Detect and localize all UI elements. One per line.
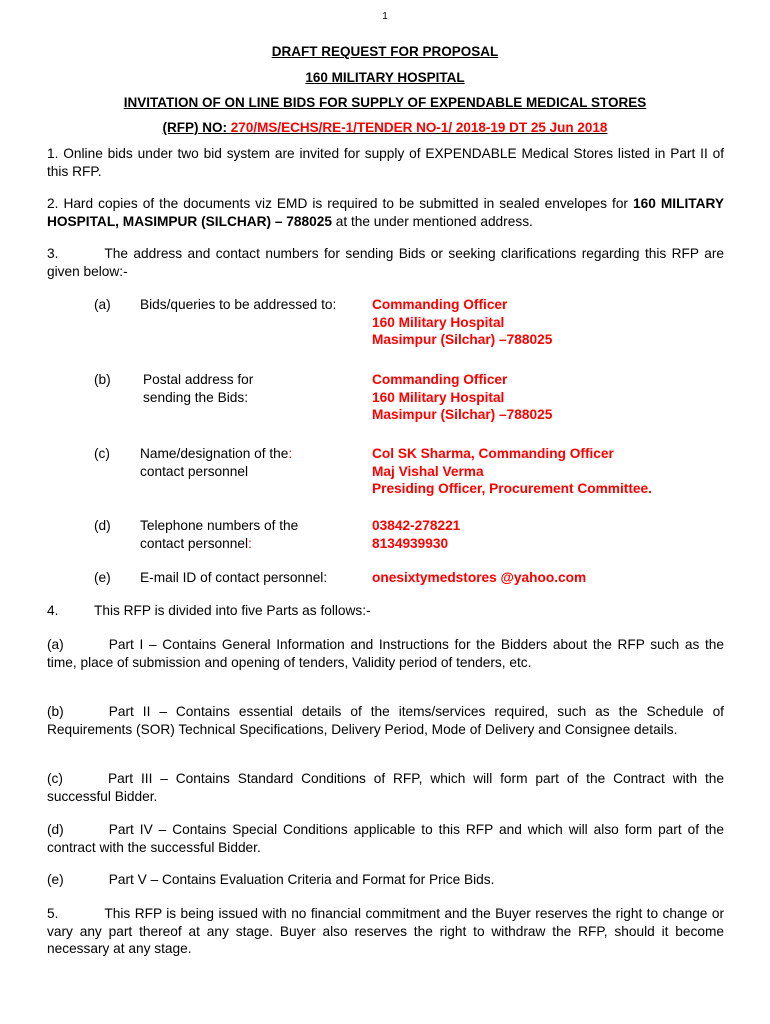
part-b-text: Part II – Contains essential details of the items/services required, such as the Schedule of Requirements (SOR) Technical Specifications, Delivery Period, Mode of Delivery and Consignee details.	[47, 704, 724, 737]
contact-c-colon: :	[288, 446, 293, 461]
part-a	[47, 636, 724, 671]
part-e	[47, 871, 724, 889]
part-c-text: Part III – Contains Standard Conditions of RFP, which will form part of the Contract with the successful Bidder.	[47, 771, 724, 804]
part-b-label: (b)	[47, 704, 64, 719]
paragraph-4-number: 4.	[47, 603, 59, 618]
paragraph-1: 1. Online bids under two bid system are invited for supply of EXPENDABLE Medical Stores listed in Part II of this RFP.	[47, 146, 724, 179]
contact-d-colon: :	[248, 535, 252, 551]
part-e-text: Part V – Contains Evaluation Criteria and Format for Price Bids.	[108, 872, 495, 887]
contact-e-desc: E-mail ID of contact personnel:	[140, 570, 328, 585]
paragraph-5-text: This RFP is being issued with no financial commitment and the Buyer reserves the right to change or vary any part thereof at any stage. Buyer also reserves the right to withdraw the RFP, should it become necessary at any stage.	[47, 906, 724, 956]
rfp-number: 270/MS/ECHS/RE-1/TENDER NO-1/ 2018-19 DT 25 Jun 2018	[230, 120, 608, 135]
contact-e-email: onesixtymedstores @yahoo.com	[372, 570, 587, 585]
part-a-text: Part I – Contains General Information and Instructions for the Bidders about the RFP such as the time, place of submission and opening of tenders, Validity period of tenders, etc.	[47, 637, 724, 670]
contact-a-label: (a)	[94, 297, 111, 312]
contact-e-label: (e)	[94, 570, 111, 585]
part-c-label: (c)	[47, 771, 63, 786]
contact-c-value: Col SK Sharma, Commanding Officer Maj Vishal Verma Presiding Officer, Procurement Committee.	[372, 446, 652, 496]
contact-d-value: 03842-278221 8134939930	[372, 518, 461, 551]
paragraph-4-text: This RFP is divided into five Parts as follows:-	[94, 603, 371, 618]
paragraph-3-number: 3.	[47, 246, 59, 261]
paragraph-2	[47, 195, 724, 230]
paragraph-2-address: 160 MILITARY HOSPITAL, MASIMPUR (SILCHAR) – 788025	[47, 196, 724, 229]
contact-d-desc-b: contact personnel	[140, 535, 249, 551]
contact-b-desc: Postal address for sending the Bids:	[143, 372, 254, 405]
title-invitation: INVITATION OF ON LINE BIDS FOR SUPPLY OF EXPENDABLE MEDICAL STORES	[123, 95, 647, 110]
paragraph-3	[47, 245, 724, 280]
contact-b-label: (b)	[94, 372, 111, 387]
contact-d-desc-a: Telephone numbers of the	[140, 518, 299, 533]
paragraph-5	[47, 905, 724, 958]
part-a-label: (a)	[47, 637, 64, 652]
part-d-text: Part IV – Contains Special Conditions applicable to this RFP and which will also form part of the contract with the successful Bidder.	[47, 822, 724, 855]
part-c	[47, 770, 724, 805]
part-d	[47, 821, 724, 856]
paragraph-2-text-b: at the under mentioned address.	[331, 213, 533, 229]
contact-c-label: (c)	[94, 446, 110, 461]
contact-c-desc-b: contact personnel	[140, 463, 249, 479]
paragraph-2-text-a: 2. Hard copies of the documents viz EMD is required to be submitted in sealed envelopes for	[47, 196, 634, 211]
paragraph-5-number: 5.	[47, 906, 59, 921]
part-d-label: (d)	[47, 822, 64, 837]
title-hospital: 160 MILITARY HOSPITAL	[305, 70, 465, 85]
contact-c-desc-a: Name/designation of the	[140, 446, 289, 461]
title-draft-rfp: DRAFT REQUEST FOR PROPOSAL	[271, 44, 499, 59]
contact-a-desc: Bids/queries to be addressed to:	[140, 297, 337, 312]
part-b	[47, 703, 724, 738]
contact-d-label: (d)	[94, 518, 111, 533]
paragraph-3-text: The address and contact numbers for sending Bids or seeking clarifications regarding this RFP are given below:-	[47, 246, 724, 279]
contact-a-value: Commanding Officer 160 Military Hospital Masimpur (Silchar) –788025	[372, 297, 553, 347]
rfp-label: (RFP) NO:	[162, 120, 231, 135]
contact-b-value: Commanding Officer 160 Military Hospital Masimpur (Silchar) –788025	[372, 372, 553, 422]
page-number: 1	[382, 11, 388, 22]
rfp-number-line	[0, 120, 770, 135]
contact-d-desc	[140, 517, 298, 552]
part-e-label: (e)	[47, 872, 64, 887]
contact-c-desc	[140, 445, 292, 480]
